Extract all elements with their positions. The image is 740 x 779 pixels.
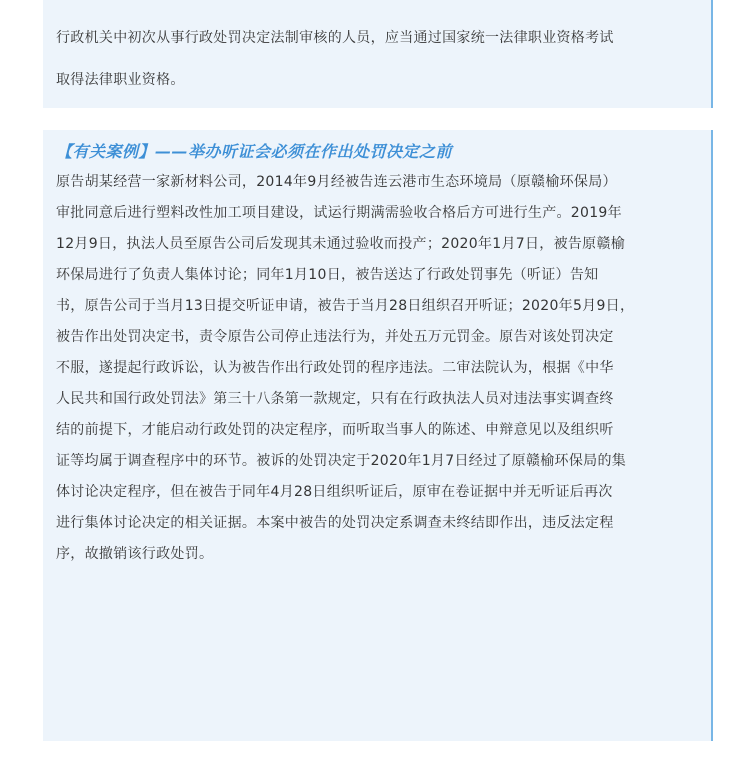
top-text-panel [43, 0, 713, 108]
case-panel [43, 130, 713, 741]
case-paragraph: 原告胡某经营一家新材料公司，2014年9月经被告连云港市生态环境局（原赣榆环保局） 审批同意后进行塑料改性加工项目建设，试运行期满需验收合格后方可进行生产。2019年 12月9日，执法人员至原告公司后发现其未通过验收而投产；2020年1月7日，被告原赣榆 环保局进行了负责人集体讨论；同年1月10日，被告送达了行政处罚事先（听证）告知 书，原告公司于当月13日提交听证申请，被告于当月28日组织召开听证；2020年5月9日， 被告作出处罚决定书，责令原告公司停止违法行为，并处五万元罚金。原告对该处罚决定 不服，遂提起行政诉讼，认为被告作出行政处罚的程序违法。二审法院认为，根据《中华 人民共和国行政处罚法》第三十八条第一款规定，只有在行政执法人员对违法事实调查终 结的前提下，才能启动行政处罚的决定程序，而听取当事人的陈述、申辩意见以及组织听 证等均属于调查程序中的环节。被诉的处罚决定于2020年1月7日经过了原赣榆环保局的集 体讨论决定程序，但在被告于同年4月28日组织听证后，原审在卷证据中并无听证后再次 进行集体讨论决定的相关证据。本案中被告的处罚决定系调查未终结即作出，违反法定程 序，故撤销该行政处罚。 [56, 174, 635, 562]
case-heading: 【有关案例】——举办听证会必须在作出处罚决定之前 [56, 142, 453, 161]
top-paragraph: 行政机关中初次从事行政处罚决定法制审核的人员，应当通过国家统一法律职业资格考试 取得法律职业资格。 [56, 30, 614, 88]
